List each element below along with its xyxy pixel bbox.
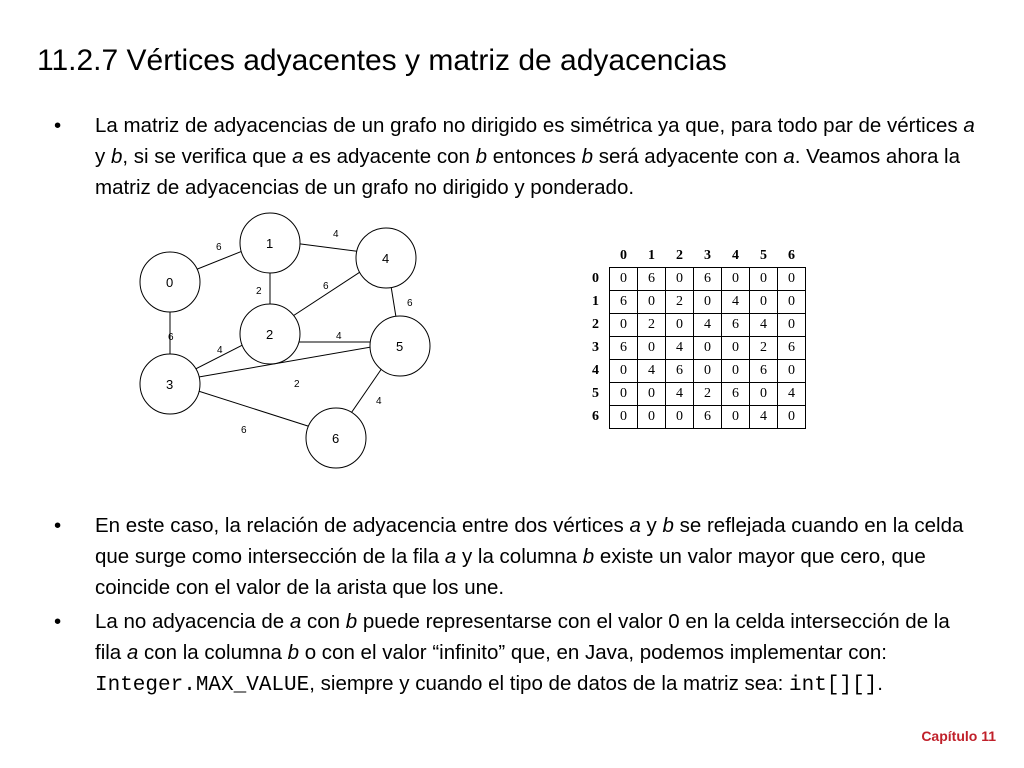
var-b: b: [110, 145, 123, 168]
matrix-cell: 0: [638, 337, 666, 360]
text: entonces: [487, 145, 582, 168]
code-int-array: int[][]: [788, 674, 878, 697]
matrix-column-header: 6: [778, 245, 806, 268]
matrix-column-header: 0: [610, 245, 638, 268]
matrix-column-header: 5: [750, 245, 778, 268]
node-label: 3: [166, 377, 174, 392]
edge-weight: 6: [241, 425, 247, 436]
weighted-graph-diagram: [130, 210, 450, 480]
bullet-marker: •: [54, 114, 62, 137]
matrix-row-header: 5: [582, 383, 610, 406]
var-b: b: [345, 610, 358, 633]
matrix-cell: 0: [778, 360, 806, 383]
var-a: a: [783, 145, 795, 168]
matrix-cell: 4: [638, 360, 666, 383]
var-b: b: [475, 145, 488, 168]
bullet-marker: •: [54, 610, 62, 633]
matrix-cell: 4: [750, 406, 778, 429]
matrix-cell: 0: [722, 337, 750, 360]
matrix-cell: 0: [638, 291, 666, 314]
matrix-row: [582, 337, 806, 360]
matrix-cell: 0: [722, 360, 750, 383]
matrix-cell: 4: [722, 291, 750, 314]
matrix-cell: 0: [694, 291, 722, 314]
matrix-cell: 2: [638, 314, 666, 337]
matrix-column-header: 3: [694, 245, 722, 268]
text: puede representarse con el valor 0 en la celda intersección de la fila: [95, 610, 950, 664]
matrix-row-header: 6: [582, 406, 610, 429]
page-title: 11.2.7 Vértices adyacentes y matriz de adyacencias: [37, 44, 727, 77]
var-a: a: [963, 114, 975, 137]
edge-weight: 6: [168, 332, 174, 343]
matrix-row-header: 2: [582, 314, 610, 337]
edge-weight: 6: [323, 281, 329, 292]
matrix-row-header: 1: [582, 291, 610, 314]
matrix-cell: 6: [638, 268, 666, 291]
matrix-cell: 2: [666, 291, 694, 314]
text: con la columna: [138, 641, 288, 664]
matrix-cell: 6: [778, 337, 806, 360]
matrix-cell: 0: [778, 291, 806, 314]
text: En este caso, la relación de adyacencia entre dos vértices: [95, 514, 630, 537]
matrix-cell: 4: [666, 383, 694, 406]
matrix-cell: 0: [638, 383, 666, 406]
matrix-cell: 0: [694, 337, 722, 360]
text: y la columna: [456, 545, 583, 568]
adjacency-matrix: [582, 245, 806, 429]
node-label: 2: [266, 327, 274, 342]
code-integer-max-value: Integer.MAX_VALUE: [95, 674, 310, 697]
edge-weight: 4: [376, 396, 382, 407]
matrix-cell: 0: [694, 360, 722, 383]
bullet-marker: •: [54, 514, 62, 537]
matrix-column-header: 1: [638, 245, 666, 268]
var-a: a: [126, 641, 139, 664]
matrix-cell: 0: [750, 268, 778, 291]
node-label: 6: [332, 431, 340, 446]
node-label: 0: [166, 275, 174, 290]
var-a: a: [289, 610, 302, 633]
var-a: a: [629, 514, 641, 537]
text: se reflejada cuando en la celda que surge como intersección de la fila: [95, 514, 964, 568]
matrix-cell: 0: [722, 406, 750, 429]
node-label: 4: [382, 251, 390, 266]
text: La no adyacencia de: [95, 610, 290, 633]
edge-weight: 6: [216, 242, 222, 253]
edge-weight: 2: [256, 286, 262, 297]
text: existe un valor mayor que cero, que coincide con el valor de la arista que los une.: [95, 545, 926, 599]
text: es adyacente con: [303, 145, 476, 168]
edge-weight: 6: [407, 298, 413, 309]
matrix-cell: 0: [778, 406, 806, 429]
matrix-row: [582, 268, 806, 291]
node-label: 1: [266, 236, 274, 251]
matrix-cell: 0: [610, 268, 638, 291]
text: . Veamos ahora la matriz de adyacencias de un grafo no dirigido y ponderado.: [95, 145, 961, 199]
text: y: [95, 145, 111, 168]
matrix-cell: 0: [666, 314, 694, 337]
edge-weight: 2: [294, 379, 300, 390]
edge-weight: 4: [217, 345, 223, 356]
bullet-paragraph-3: [54, 606, 975, 701]
var-b: b: [581, 145, 594, 168]
matrix-cell: 0: [610, 314, 638, 337]
matrix-cell: 6: [610, 291, 638, 314]
text: , siempre y cuando el tipo de datos de la matriz sea:: [309, 672, 789, 695]
matrix-cell: 2: [694, 383, 722, 406]
matrix-cell: 6: [694, 268, 722, 291]
bullet-paragraph-2: [54, 510, 975, 603]
matrix-cell: 4: [666, 337, 694, 360]
bullet-paragraph-1: [54, 110, 975, 203]
matrix-cell: 6: [666, 360, 694, 383]
edge-weight: 4: [333, 229, 339, 240]
matrix-row: [582, 291, 806, 314]
text: será adyacente con: [593, 145, 784, 168]
var-b: b: [287, 641, 299, 664]
matrix-row: [582, 314, 806, 337]
matrix-row-header: 0: [582, 268, 610, 291]
var-a: a: [292, 145, 304, 168]
matrix-cell: 0: [666, 406, 694, 429]
matrix-cell: 0: [610, 406, 638, 429]
matrix-cell: 4: [778, 383, 806, 406]
matrix-cell: 0: [750, 291, 778, 314]
matrix-header-row: [582, 245, 806, 268]
matrix-row: [582, 383, 806, 406]
matrix-row-header: 4: [582, 360, 610, 383]
matrix-cell: 0: [610, 383, 638, 406]
matrix-cell: 0: [778, 268, 806, 291]
matrix-cell: 2: [750, 337, 778, 360]
text: La matriz de adyacencias de un grafo no dirigido es simétrica ya que, para todo par de vértices: [95, 114, 964, 137]
chapter-footer: Capítulo 11: [921, 728, 996, 744]
matrix-cell: 0: [778, 314, 806, 337]
text: y: [640, 514, 663, 537]
var-b: b: [582, 545, 595, 568]
matrix-cell: 0: [610, 360, 638, 383]
var-a: a: [444, 545, 457, 568]
matrix-cell: 0: [666, 268, 694, 291]
matrix-column-header: 2: [666, 245, 694, 268]
matrix-cell: 0: [638, 406, 666, 429]
edge-weight: 4: [336, 331, 342, 342]
text: .: [877, 672, 883, 695]
text: o con el valor “infinito” que, en Java, podemos implementar con:: [299, 641, 887, 664]
matrix-row: [582, 360, 806, 383]
matrix-cell: 6: [610, 337, 638, 360]
var-b: b: [662, 514, 674, 537]
matrix-corner: [582, 245, 610, 268]
text: con: [301, 610, 346, 633]
matrix-cell: 6: [722, 314, 750, 337]
matrix-cell: 4: [694, 314, 722, 337]
matrix-row: [582, 406, 806, 429]
matrix-cell: 6: [722, 383, 750, 406]
matrix-cell: 0: [750, 383, 778, 406]
matrix-cell: 0: [722, 268, 750, 291]
matrix-row-header: 3: [582, 337, 610, 360]
matrix-cell: 4: [750, 314, 778, 337]
matrix-cell: 6: [694, 406, 722, 429]
text: , si se verifica que: [122, 145, 293, 168]
node-label: 5: [396, 339, 404, 354]
matrix-column-header: 4: [722, 245, 750, 268]
matrix-cell: 6: [750, 360, 778, 383]
